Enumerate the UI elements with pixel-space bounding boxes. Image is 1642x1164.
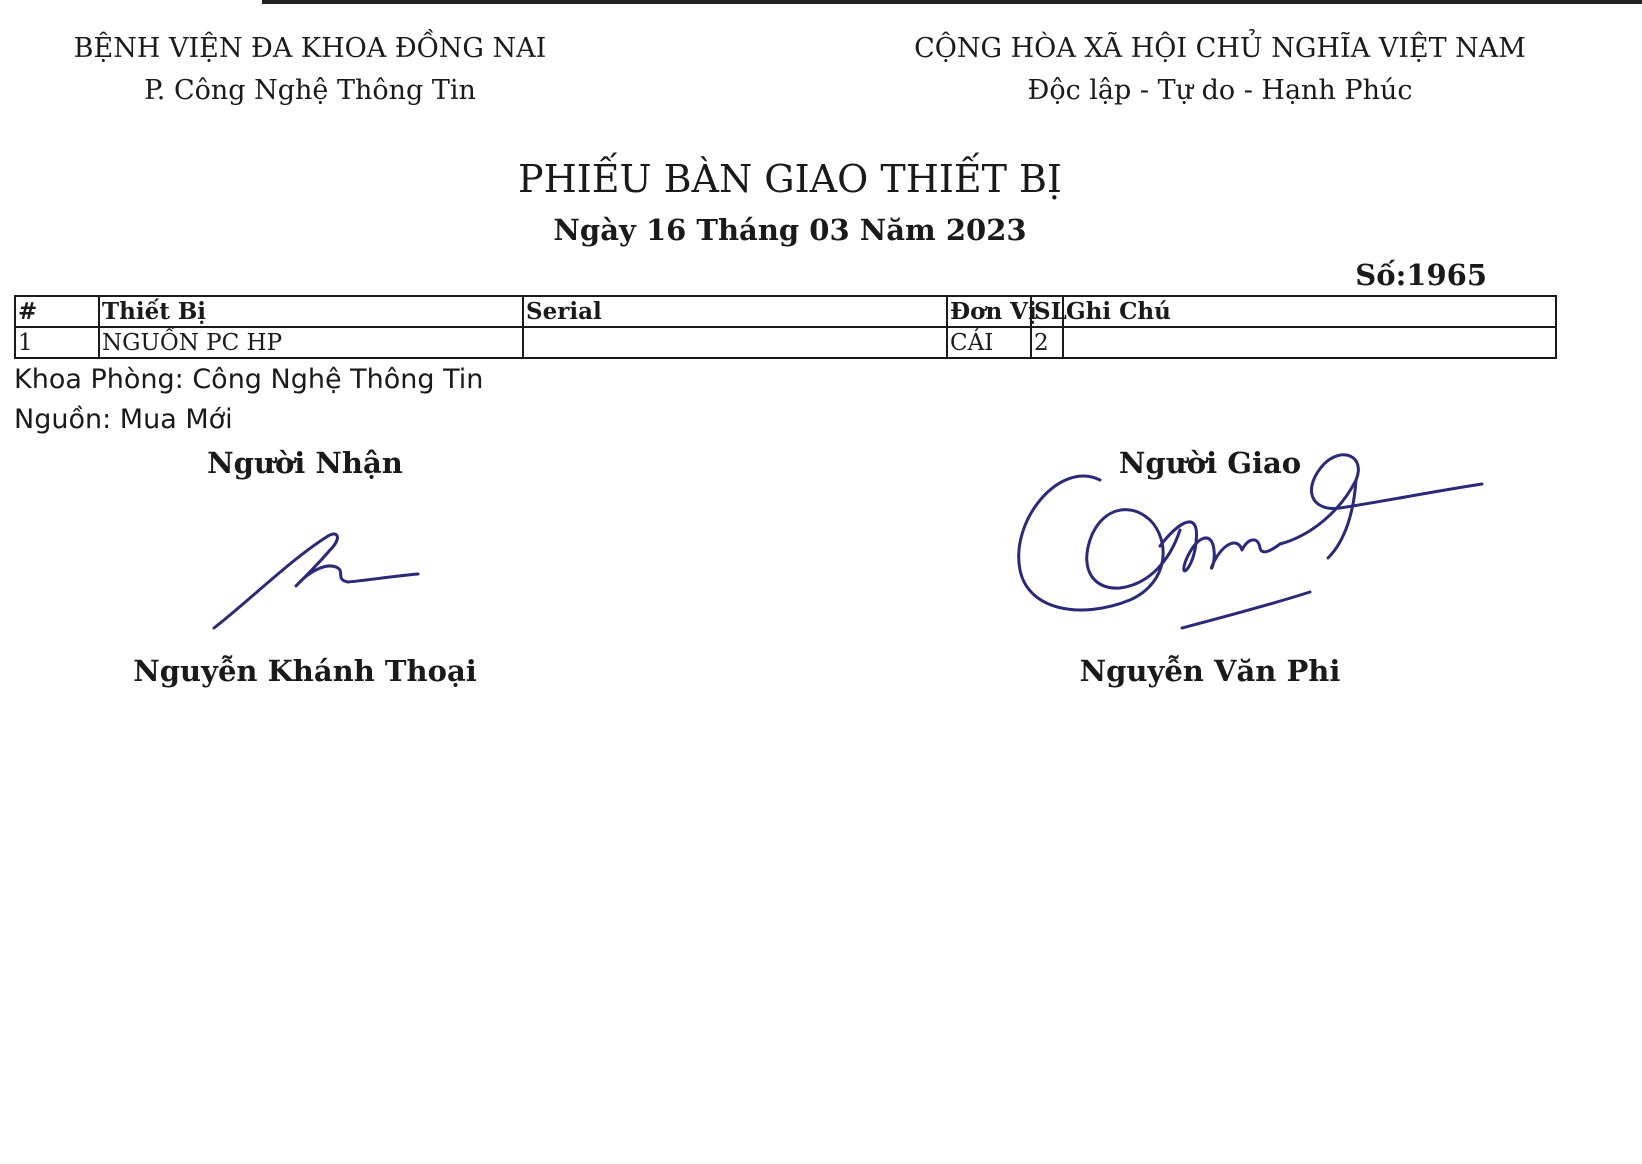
col-header-device: Thiết Bị [99, 296, 523, 327]
col-header-unit: Đơn Vị [947, 296, 1031, 327]
scan-top-edge [262, 0, 1642, 4]
department-label: Khoa Phòng: [14, 364, 184, 395]
col-header-index: # [15, 296, 99, 327]
document-number-label: Số: [1355, 258, 1407, 292]
department-line [14, 361, 483, 399]
receiver-name: Nguyễn Khánh Thoại [133, 654, 477, 688]
department-value: Công Nghệ Thông Tin [192, 364, 484, 395]
giver-role: Người Giao [1118, 446, 1302, 480]
giver-signature [1010, 450, 1490, 670]
cell-unit: CÁI [947, 327, 1031, 358]
document-number-value: 1965 [1406, 258, 1487, 292]
source-label: Nguồn: [14, 404, 112, 435]
giver-name: Nguyễn Văn Phi [1079, 654, 1341, 688]
cell-quantity: 2 [1031, 327, 1063, 358]
national-title: CỘNG HÒA XÃ HỘI CHỦ NGHĨA VIỆT NAM [914, 33, 1526, 64]
document-title: PHIẾU BÀN GIAO THIẾT BỊ [518, 157, 1062, 201]
cell-device: NGUỒN PC HP [99, 327, 523, 358]
source-line [14, 401, 233, 439]
document-date: Ngày 16 Tháng 03 Năm 2023 [553, 213, 1027, 247]
receiver-role: Người Nhận [207, 446, 403, 480]
hospital-header [40, 28, 580, 112]
table-row [15, 327, 1556, 358]
receiver-signature [210, 530, 430, 640]
cell-note [1063, 327, 1556, 358]
national-motto: Độc lập - Tự do - Hạnh Phúc [1027, 75, 1413, 106]
table-header-row [15, 296, 1556, 327]
document-number [1355, 255, 1487, 295]
department-name: P. Công Nghệ Thông Tin [144, 75, 476, 106]
col-header-serial: Serial [523, 296, 947, 327]
hospital-name: BỆNH VIỆN ĐA KHOA ĐỒNG NAI [73, 33, 547, 64]
equipment-table [14, 295, 1557, 359]
col-header-note: Ghi Chú [1063, 296, 1556, 327]
cell-index: 1 [15, 327, 99, 358]
cell-serial [523, 327, 947, 358]
source-value: Mua Mới [119, 404, 233, 435]
national-header [900, 28, 1540, 112]
col-header-quantity: SL [1031, 296, 1063, 327]
